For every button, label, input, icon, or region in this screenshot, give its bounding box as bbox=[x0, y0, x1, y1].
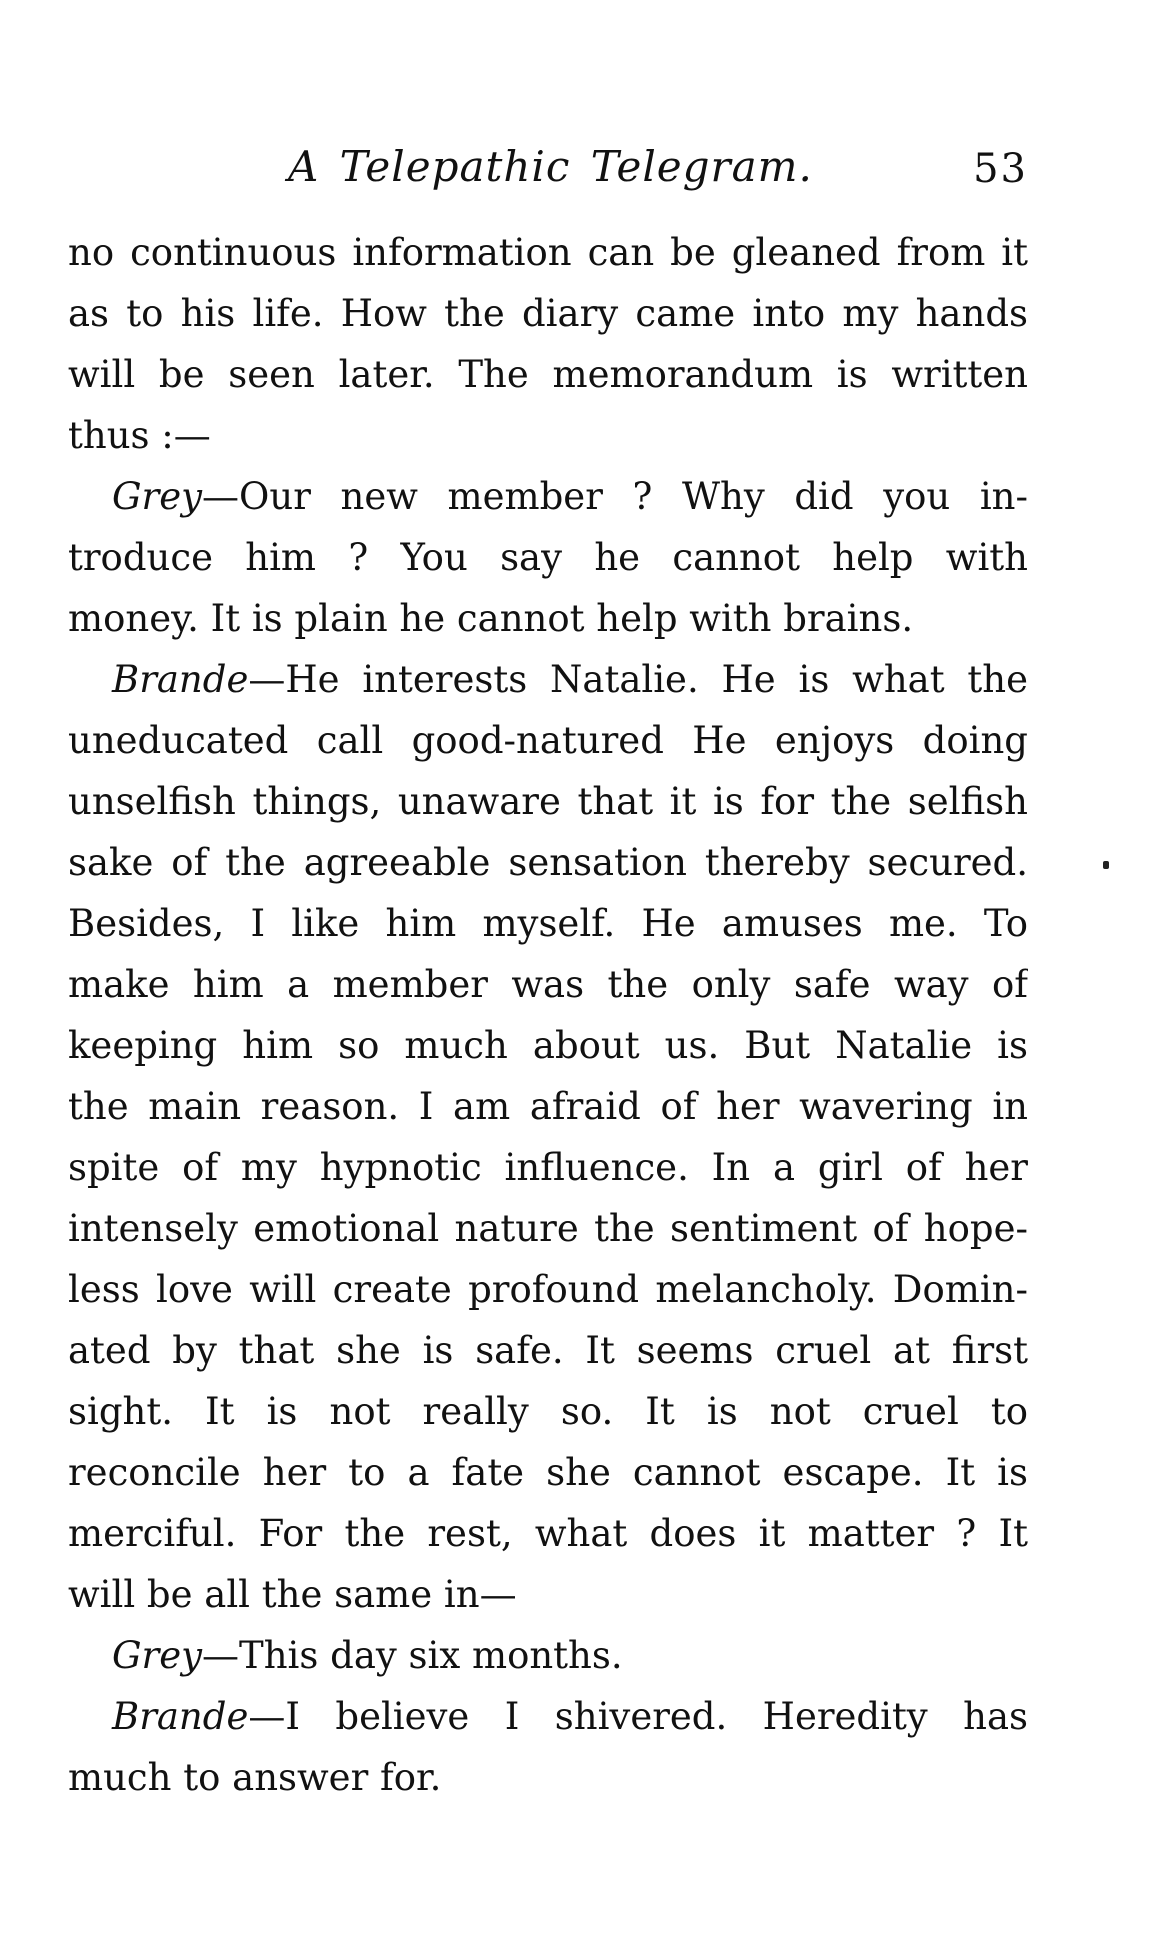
line-text: ated by that she is safe. It seems cruel at first bbox=[68, 1329, 1028, 1372]
text-line bbox=[68, 283, 1028, 344]
line-text: will be all the same in— bbox=[68, 1573, 517, 1616]
line-text: keeping him so much about us. But Natalie is bbox=[68, 1024, 1028, 1067]
text-line bbox=[68, 1076, 1028, 1137]
speaker-name: Brande bbox=[112, 658, 249, 701]
text-line bbox=[68, 466, 1028, 527]
line-text: —I believe I shivered. Heredity has bbox=[248, 1695, 1028, 1738]
line-text: spite of my hypnotic influence. In a girl of her bbox=[68, 1146, 1028, 1189]
text-line bbox=[68, 527, 1028, 588]
line-text: will be seen later. The memorandum is written bbox=[68, 353, 1028, 396]
line-text: —He interests Natalie. He is what the bbox=[248, 658, 1028, 701]
text-line bbox=[68, 954, 1028, 1015]
text-line bbox=[68, 1503, 1028, 1564]
line-text: Besides, I like him myself. He amuses me. To bbox=[68, 902, 1028, 945]
running-head bbox=[68, 142, 1028, 202]
text-line bbox=[68, 649, 1028, 710]
line-text: the main reason. I am afraid of her wavering in bbox=[68, 1085, 1028, 1128]
text-line bbox=[68, 1747, 1028, 1808]
line-text: uneducated call good-natured He enjoys doing bbox=[68, 719, 1028, 762]
text-line bbox=[68, 1015, 1028, 1076]
text-line bbox=[68, 832, 1028, 893]
line-text: —Our new member ? Why did you in- bbox=[202, 475, 1028, 518]
line-text: much to answer for. bbox=[68, 1756, 442, 1799]
text-line bbox=[68, 771, 1028, 832]
line-text: sake of the agreeable sensation thereby secured. bbox=[68, 841, 1028, 884]
text-line bbox=[68, 1320, 1028, 1381]
line-text: less love will create profound melancholy. Domin- bbox=[68, 1268, 1028, 1311]
running-title: A Telepathic Telegram. bbox=[288, 142, 813, 191]
line-text: make him a member was the only safe way of bbox=[68, 963, 1028, 1006]
line-text: unselfish things, unaware that it is for the selfish bbox=[68, 780, 1028, 823]
line-text: intensely emotional nature the sentiment of hope- bbox=[68, 1207, 1028, 1250]
text-line bbox=[68, 405, 1028, 466]
line-text: thus :— bbox=[68, 414, 211, 457]
speaker-name: Grey bbox=[112, 1634, 203, 1677]
line-text: —This day six months. bbox=[202, 1634, 623, 1677]
line-text: money. It is plain he cannot help with brains. bbox=[68, 597, 914, 640]
text-line bbox=[68, 1137, 1028, 1198]
line-text: troduce him ? You say he cannot help with bbox=[68, 536, 1028, 579]
line-text: no continuous information can be gleaned from it bbox=[68, 231, 1028, 274]
text-line bbox=[68, 1625, 1028, 1686]
line-text: as to his life. How the diary came into my hands bbox=[68, 292, 1028, 335]
text-line bbox=[68, 344, 1028, 405]
line-text: sight. It is not really so. It is not cruel to bbox=[68, 1390, 1028, 1433]
text-line bbox=[68, 588, 1028, 649]
text-line bbox=[68, 1381, 1028, 1442]
text-line bbox=[68, 1198, 1028, 1259]
text-line bbox=[68, 1686, 1028, 1747]
line-text: reconcile her to a fate she cannot escape. It is bbox=[68, 1451, 1028, 1494]
text-line bbox=[68, 893, 1028, 954]
text-line bbox=[68, 710, 1028, 771]
text-line bbox=[68, 1564, 1028, 1625]
speaker-name: Brande bbox=[112, 1695, 249, 1738]
text-line bbox=[68, 1259, 1028, 1320]
body-text bbox=[68, 222, 1028, 1808]
text-line bbox=[68, 222, 1028, 283]
ink-speck bbox=[1103, 861, 1109, 869]
speaker-name: Grey bbox=[112, 475, 203, 518]
page-number: 53 bbox=[973, 146, 1028, 192]
text-line bbox=[68, 1442, 1028, 1503]
line-text: merciful. For the rest, what does it matter ? It bbox=[68, 1512, 1028, 1555]
